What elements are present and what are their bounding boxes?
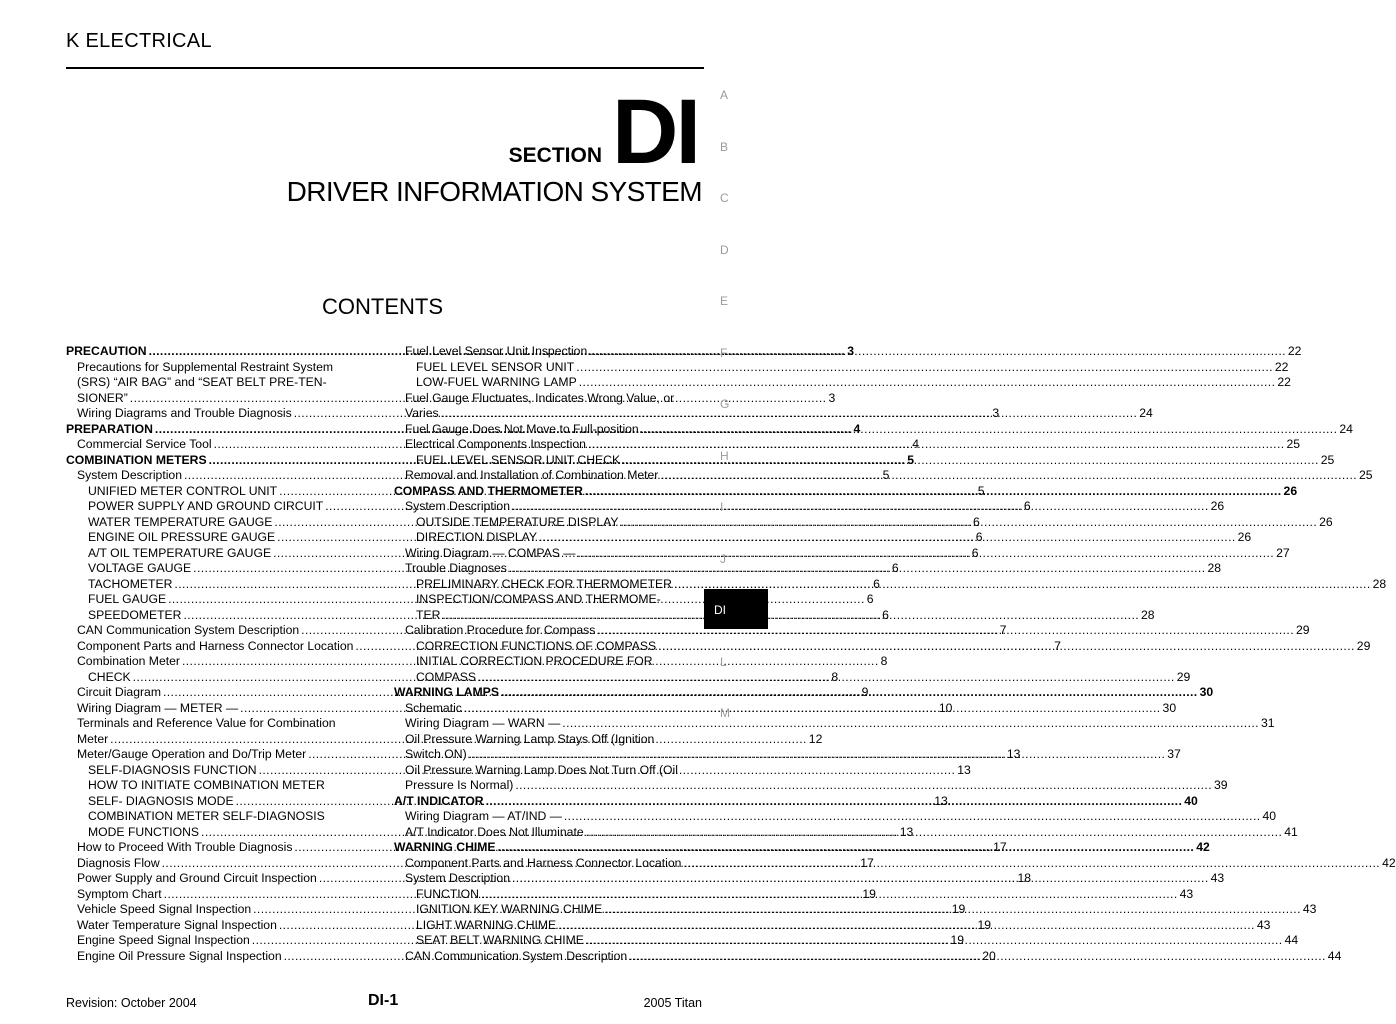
toc-entry-title: IGNITION KEY WARNING CHIME <box>416 902 603 916</box>
toc-entry-title: COMPASS AND THERMOMETER <box>394 483 583 498</box>
toc-entry-title: FUEL LEVEL SENSOR UNIT <box>416 359 575 374</box>
toc-entry-page: 28 <box>1141 607 1155 622</box>
toc-entry-title: System Description <box>77 468 182 482</box>
section-tab-label: L <box>720 654 727 669</box>
toc-dot-leader <box>674 577 1371 593</box>
toc-entry-title: SIONER” <box>77 390 128 405</box>
section-tab-e[interactable] <box>704 280 768 320</box>
toc-entry-title: Component Parts and Harness Connector Location <box>77 638 354 653</box>
toc-entry-page: 24 <box>1339 421 1353 436</box>
toc-entry-title: Engine Speed Signal Inspection <box>77 933 250 947</box>
toc-dot-leader <box>512 871 1209 887</box>
toc-entry[interactable] <box>394 778 1228 794</box>
toc-entry-page: 5 <box>907 452 915 467</box>
toc-entry[interactable] <box>394 499 1225 515</box>
toc-entry-title: WARNING CHIME <box>394 840 496 854</box>
toc-entry-title: PRECAUTION <box>66 344 147 358</box>
toc-entry-title: Commercial Service Tool <box>77 437 212 451</box>
toc-dot-leader <box>564 809 1261 825</box>
section-title: DRIVER INFORMATION SYSTEM <box>286 176 702 207</box>
toc-dot-leader <box>486 794 1183 810</box>
section-tab-label: E <box>720 294 729 308</box>
toc-dot-leader <box>577 546 1274 562</box>
section-tab-label: G <box>720 397 730 411</box>
toc-entry-page: 13 <box>934 793 948 808</box>
toc-entry-page: 8 <box>831 669 839 684</box>
toc-dot-leader <box>585 484 1282 500</box>
section-tab-h[interactable] <box>704 435 768 475</box>
toc-entry[interactable] <box>394 344 1302 360</box>
section-tab-a[interactable] <box>704 74 768 114</box>
section-tab-label: F <box>720 345 728 360</box>
footer-page-id: DI-1 <box>368 992 399 1009</box>
toc-entry-title: FUNCTION <box>416 886 479 901</box>
toc-entry[interactable] <box>394 623 1310 639</box>
toc-dot-leader <box>515 778 1212 794</box>
toc-entry-title: Wiring Diagram — WARN — <box>405 716 561 730</box>
toc-entry-page: 13 <box>957 762 971 777</box>
toc-entry-title: LOW-FUEL WARNING LAMP <box>416 375 577 389</box>
toc-entry[interactable] <box>394 763 701 779</box>
toc-entry-title: SEAT BELT WARNING CHIME <box>416 933 584 947</box>
toc-entry-title: Fuel Level Sensor Unit Inspection <box>405 344 588 358</box>
toc-entry-title: A/T INDICATOR <box>394 793 484 808</box>
toc-entry-page: 42 <box>1196 840 1210 854</box>
section-tab-l[interactable] <box>704 641 768 681</box>
toc-entry-page: 26 <box>1319 514 1333 529</box>
toc-entry-title: COMBINATION METERS <box>66 452 207 467</box>
toc-entry-page: 19 <box>951 902 966 916</box>
toc-entry[interactable] <box>394 592 701 608</box>
toc-entry-title: Diagnosis Flow <box>77 855 160 870</box>
toc-entry-page: 5 <box>882 468 890 482</box>
section-tab-c[interactable] <box>704 177 768 217</box>
toc-dot-leader <box>597 623 1294 639</box>
toc-entry-title: A/T OIL TEMPERATURE GAUGE <box>88 545 272 560</box>
toc-entry-title: VOLTAGE GAUGE <box>88 561 192 575</box>
toc-dot-leader <box>576 360 1273 376</box>
toc-entry-title: Precautions for Supplemental Restraint System <box>77 359 334 374</box>
section-tab-label: DI <box>714 603 726 617</box>
toc-entry-title: Pressure Is Normal) <box>405 778 514 792</box>
toc-dot-leader <box>498 840 1195 856</box>
toc-entry-page: 27 <box>1276 545 1290 560</box>
section-tab-label: H <box>720 448 729 463</box>
toc-entry-title: PREPARATION <box>66 421 153 436</box>
toc-entry-page: 8 <box>880 654 888 668</box>
toc-entry-page: 37 <box>1167 747 1181 761</box>
toc-entry-page: 22 <box>1274 359 1289 374</box>
toc-entry-page: 19 <box>950 933 964 947</box>
toc-entry-page: 22 <box>1277 375 1291 389</box>
toc-entry-title: Terminals and Reference Value for Combination <box>77 716 336 730</box>
toc-entry-page: 6 <box>973 514 980 529</box>
toc-entry-page: 29 <box>1176 669 1191 684</box>
toc-entry-title: CAN Communication System Description <box>405 948 628 963</box>
toc-entry-title: DIRECTION DISPLAY <box>416 530 537 544</box>
header-rule <box>66 67 704 69</box>
section-code: DI <box>612 81 698 183</box>
section-tab-label: B <box>720 139 729 154</box>
toc-entry-page: 17 <box>860 855 874 870</box>
toc-entry-title: Wiring Diagram — COMPAS — <box>405 545 576 560</box>
toc-dot-leader <box>501 685 1198 701</box>
toc-entry[interactable] <box>394 545 1290 562</box>
toc-entry-page: 43 <box>1179 886 1194 901</box>
toc-entry[interactable] <box>66 375 373 391</box>
toc-entry-title: TER <box>416 607 441 622</box>
toc-entry-page: 40 <box>1262 809 1277 823</box>
toc-entry-title: INITIAL CORRECTION PROCEDURE FOR <box>416 654 653 668</box>
toc-entry-page: 26 <box>1210 499 1225 513</box>
toc-entry-page: 3 <box>992 406 1000 420</box>
toc-dot-leader <box>464 701 1161 717</box>
section-tab-i[interactable] <box>704 486 768 526</box>
toc-entry-title: Trouble Diagnoses <box>405 561 507 575</box>
toc-entry-page: 6 <box>866 592 874 606</box>
toc-entry-page: 19 <box>862 886 876 901</box>
toc-entry-page: 13 <box>1006 747 1021 761</box>
toc-entry-page: 6 <box>971 545 979 560</box>
toc-entry[interactable] <box>394 654 701 670</box>
toc-entry-page: 43 <box>1256 917 1271 932</box>
toc-entry-page: 5 <box>977 483 985 498</box>
toc-dot-leader <box>683 856 1380 872</box>
toc-entry-page: 22 <box>1287 344 1302 358</box>
toc-entry[interactable] <box>66 716 373 732</box>
toc-entry[interactable] <box>394 421 1353 438</box>
toc-entry[interactable] <box>394 809 1277 825</box>
toc-dot-leader <box>509 561 1206 577</box>
toc-entry-title: Removal and Installation of Combination Meter <box>405 468 659 482</box>
section-tab-label: I <box>720 500 724 514</box>
toc-entry-page: 28 <box>1207 561 1222 575</box>
toc-entry-page: 42 <box>1382 855 1396 870</box>
toc-entry-page: 39 <box>1214 778 1228 792</box>
toc-dot-leader <box>478 670 1175 686</box>
toc-dot-leader <box>469 747 1166 763</box>
toc-entry-page: 25 <box>1359 468 1373 482</box>
toc-entry-title: Meter/Gauge Operation and Do/Trip Meter <box>77 747 307 761</box>
section-tab-label: A <box>720 88 729 102</box>
toc-entry-title: Component Parts and Harness Connector Location <box>405 855 682 870</box>
toc-dot-leader <box>562 716 1259 732</box>
toc-entry-title: HOW TO INITIATE COMBINATION METER <box>88 778 325 792</box>
toc-entry-page: 12 <box>808 731 823 746</box>
toc-entry-title: Wiring Diagram — METER — <box>77 700 239 715</box>
toc-entry-page: 17 <box>993 840 1007 854</box>
toc-entry-title: POWER SUPPLY AND GROUND CIRCUIT <box>88 499 324 513</box>
toc-dot-leader <box>481 887 1178 903</box>
toc-entry[interactable] <box>66 778 373 794</box>
toc-entry-title: UNIFIED METER CONTROL UNIT <box>88 483 278 498</box>
toc-entry-title: Circuit Diagram <box>77 685 161 699</box>
toc-entry-title: Meter <box>77 731 109 746</box>
toc-entry[interactable] <box>394 375 1291 391</box>
section-tab-label: C <box>720 191 729 205</box>
toc-entry-page: 30 <box>1162 700 1177 715</box>
toc-entry-title: Calibration Procedure for Compass <box>405 623 596 637</box>
toc-entry-page: 44 <box>1327 948 1342 963</box>
toc-entry-title: Schematic <box>405 700 462 715</box>
toc-entry-page: 6 <box>975 530 983 544</box>
toc-entry-title: Fuel Gauge Does Not Move to Full-position <box>405 421 639 436</box>
section-tab-m[interactable] <box>704 692 768 732</box>
section-tab-g[interactable] <box>704 383 768 423</box>
toc-entry-page: 25 <box>1286 437 1301 451</box>
toc-entry-title: Oil Pressure Warning Lamp Does Not Turn Off (Oil <box>405 762 678 777</box>
toc-entry-page: 30 <box>1199 685 1214 699</box>
section-tab-label: M <box>720 706 730 720</box>
toc-entry-title: ENGINE OIL PRESSURE GAUGE <box>88 530 276 544</box>
toc-entry-page: 26 <box>1283 483 1298 498</box>
toc-entry-title: A/T Indicator Does Not Illuminate <box>405 824 584 839</box>
section-label: SECTION <box>508 144 602 167</box>
toc-entry[interactable] <box>394 669 1191 686</box>
toc-entry-title: CHECK <box>88 669 131 684</box>
toc-entry-page: 7 <box>1054 638 1061 653</box>
toc-entry-title: WATER TEMPERATURE GAUGE <box>88 514 273 529</box>
toc-entry-page: 10 <box>938 700 953 715</box>
toc-entry[interactable] <box>394 391 701 407</box>
section-tab-d[interactable] <box>704 229 768 269</box>
toc-entry-title: System Description <box>405 871 510 885</box>
toc-entry[interactable] <box>66 360 373 376</box>
section-tab-b[interactable] <box>704 126 768 166</box>
toc-entry[interactable] <box>394 576 1387 593</box>
toc-entry[interactable] <box>394 359 1289 376</box>
toc-entry-page: 13 <box>899 824 914 839</box>
footer-model: 2005 Titan <box>643 996 702 1010</box>
toc-entry-title: FUEL GAUGE <box>88 592 167 606</box>
footer-revision: Revision: October 2004 <box>66 996 197 1010</box>
toc-entry-page: 3 <box>847 344 854 358</box>
toc-entry-title: PRELIMINARY CHECK FOR THERMOMETER <box>416 576 672 591</box>
toc-entry-title: Fuel Gauge Fluctuates, Indicates Wrong Value, or <box>405 390 675 405</box>
toc-entry[interactable] <box>66 809 373 825</box>
toc-entry-page: 20 <box>982 948 996 963</box>
toc-dot-leader <box>588 437 1285 453</box>
toc-entry-title: Switch ON) <box>405 747 467 761</box>
toc-entry-title: Wiring Diagrams and Trouble Diagnosis <box>77 406 292 420</box>
toc-entry-page: 4 <box>912 437 919 451</box>
toc-entry[interactable] <box>394 437 1301 453</box>
toc-entry[interactable] <box>394 514 1333 531</box>
toc-entry-page: 6 <box>873 576 880 591</box>
section-tab-di[interactable] <box>704 589 768 629</box>
toc-entry-title: Symptom Chart <box>77 886 162 901</box>
section-tab-f[interactable] <box>704 332 768 372</box>
toc-entry-page: 19 <box>977 917 992 932</box>
toc-dot-leader <box>539 530 1236 546</box>
toc-entry-title: SELF- DIAGNOSIS MODE <box>88 793 234 808</box>
toc-entry-page: 6 <box>891 561 899 575</box>
toc-entry-title: COMBINATION METER SELF-DIAGNOSIS <box>88 809 325 823</box>
toc-entry-title: LIGHT WARNING CHIME <box>416 917 557 932</box>
toc-entry-page: 24 <box>1139 406 1153 420</box>
toc-entry[interactable] <box>394 483 1298 500</box>
toc-entry-title: (SRS) “AIR BAG” and “SEAT BELT PRE-TEN- <box>77 375 327 389</box>
manual-header-title: K ELECTRICAL <box>66 30 212 52</box>
toc-entry-title: Varies <box>405 406 439 420</box>
toc-entry-title: TACHOMETER <box>88 576 173 591</box>
toc-entry-page: 6 <box>1023 499 1031 513</box>
toc-dot-leader <box>579 375 1276 391</box>
toc-entry-title: SPEEDOMETER <box>88 607 182 622</box>
toc-entry-title: OUTSIDE TEMPERATURE DISPLAY <box>416 514 619 529</box>
toc-entry[interactable] <box>394 530 1252 546</box>
toc-entry-page: 9 <box>861 685 869 699</box>
toc-entry-page: 41 <box>1284 824 1298 839</box>
toc-entry[interactable] <box>394 452 1335 469</box>
toc-entry-page: 43 <box>1210 871 1225 885</box>
toc-entry-page: 26 <box>1237 530 1252 544</box>
toc-entry-page: 40 <box>1184 793 1198 808</box>
toc-entry[interactable] <box>394 638 1371 655</box>
toc-entry[interactable] <box>394 732 701 748</box>
toc-entry-title: Combination Meter <box>77 654 180 668</box>
contents-heading: CONTENTS <box>322 294 443 319</box>
toc-entry-page: 6 <box>882 607 889 622</box>
toc-entry-title: How to Proceed With Trouble Diagnosis <box>77 840 293 854</box>
toc-dot-leader <box>558 918 1255 934</box>
toc-entry-page: 28 <box>1372 576 1387 591</box>
section-tab-label: D <box>720 242 729 257</box>
toc-entry-title: Power Supply and Ground Circuit Inspection <box>77 871 317 885</box>
toc-entry-title: Vehicle Speed Signal Inspection <box>77 902 252 916</box>
toc-dot-leader <box>586 933 1283 949</box>
toc-entry-title: CORRECTION FUNCTIONS OF COMPASS <box>416 638 657 653</box>
toc-entry-page: 18 <box>1017 871 1032 885</box>
toc-entry-title: WARNING LAMPS <box>394 685 499 699</box>
toc-entry[interactable] <box>394 406 1153 422</box>
toc-entry-title: Water Temperature Signal Inspection <box>77 917 277 932</box>
toc-dot-leader <box>442 608 1139 624</box>
toc-entry-page: 31 <box>1260 716 1275 730</box>
section-tab-j[interactable] <box>704 538 768 578</box>
toc-entry[interactable] <box>394 561 1222 577</box>
toc-entry-title: System Description <box>405 499 510 513</box>
toc-entry[interactable] <box>394 685 1214 701</box>
toc-dot-leader <box>441 406 1138 422</box>
toc-entry-title: MODE FUNCTIONS <box>88 824 200 839</box>
toc-entry-title: FUEL LEVEL SENSOR UNIT CHECK <box>416 452 621 467</box>
toc-dot-leader <box>589 344 1286 360</box>
toc-entry-title: Oil Pressure Warning Lamp Stays Off (Ignition <box>405 731 655 746</box>
toc-entry-page: 7 <box>999 623 1007 637</box>
toc-entry-title: INSPECTION/COMPASS AND THERMOME- <box>416 592 661 606</box>
toc-entry-page: 4 <box>853 421 861 436</box>
toc-entry-title: CAN Communication System Description <box>77 623 300 637</box>
toc-entry-title: Electrical Components Inspection <box>405 437 586 451</box>
toc-entry-page: 44 <box>1284 933 1299 947</box>
toc-entry-page: 29 <box>1356 638 1371 653</box>
toc-dot-leader <box>629 949 1326 965</box>
toc-entry-title: Engine Oil Pressure Signal Inspection <box>77 948 282 963</box>
toc-entry-title: COMPASS <box>416 669 477 684</box>
toc-entry[interactable] <box>394 468 1373 484</box>
toc-entry[interactable] <box>394 716 1275 732</box>
toc-entry-page: 29 <box>1296 623 1310 637</box>
toc-dot-leader <box>586 825 1283 841</box>
toc-entry-page: 43 <box>1302 902 1317 916</box>
toc-dot-leader <box>512 499 1209 515</box>
section-tab-label: J <box>720 551 726 566</box>
toc-entry-title: Wiring Diagram — AT/IND — <box>405 809 562 823</box>
toc-entry-title: SELF-DIAGNOSIS FUNCTION <box>88 762 257 777</box>
toc-entry-page: 25 <box>1320 452 1335 467</box>
toc-dot-leader <box>604 902 1301 918</box>
toc-entry-page: 3 <box>828 390 836 405</box>
